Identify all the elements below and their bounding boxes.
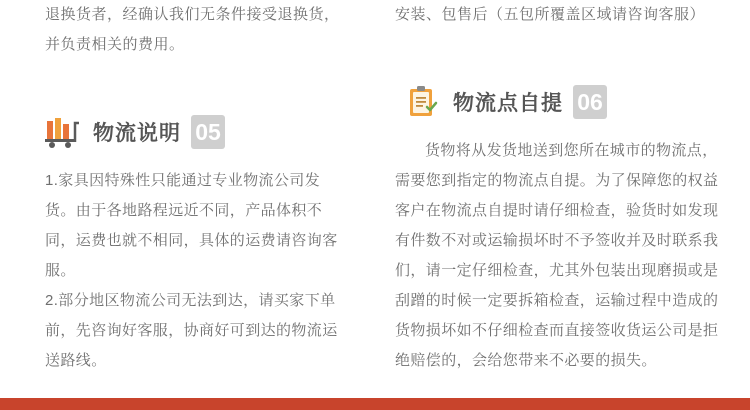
left-carry-over-text: 退换货者，经确认我们无条件接受退换货，并负责相关的费用。 [45,6,340,53]
paragraph: 2.部分地区物流公司无法到达，请买家下单前，先咨询好客服，协商好可到达的物流运送路线。 [45,292,338,369]
right-section-body [395,136,720,376]
section-heading-pickup [405,82,720,122]
right-carry-over-text: 安装、包售后（五包所覆盖区域请咨询客服） [395,6,706,23]
paragraph: 1.家具因特殊性只能通过专业物流公司发货。由于各地路程远近不同，产品体积不同，运费也就不相同，具体的运费请咨询客服。 [45,172,338,279]
clipboard-icon [405,85,443,119]
right-column [375,0,750,376]
section-title: 物流说明 [93,122,181,145]
left-column [0,0,375,376]
delivery-cart-icon [45,115,83,149]
left-section-body [45,166,345,376]
paragraph: 货物将从发货地送到您所在城市的物流点，需要您到指定的物流点自提。为了保障您的权益客户在物流点自提时请仔细检查，验货时如发现有件数不对或运输损坏时不予签收并及时联系我们，请一定仔细检查，尤其外包装出现磨损或是刮蹭的时候一定要拆箱检查，运输过程中造成的货物损坏如不仔细检查而直接签收货运公司是拒绝赔偿的，会给您带来不必要的损失。 [395,142,719,369]
section-number-badge: 06 [573,85,607,119]
section-number-badge: 05 [191,115,225,149]
section-heading-logistics [45,112,345,152]
section-title: 物流点自提 [453,92,563,115]
